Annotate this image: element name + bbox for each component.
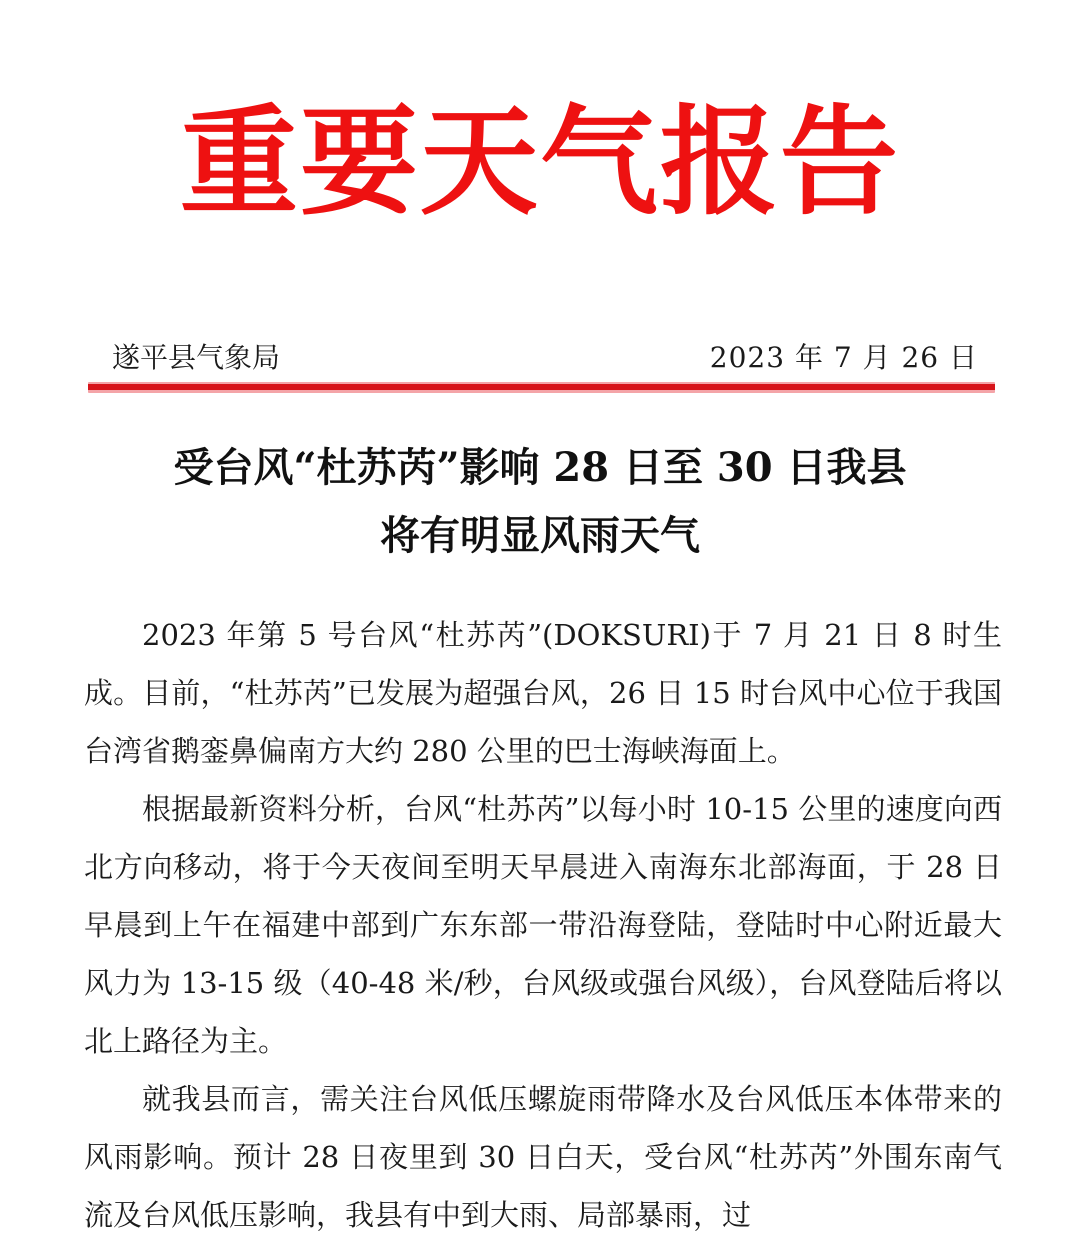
report-body xyxy=(84,606,1002,1244)
headline-line-1: 受台风“杜苏芮”影响 28 日至 30 日我县 xyxy=(173,444,907,491)
paragraph-local-impact: 就我县而言，需关注台风低压螺旋雨带降水及台风低压本体带来的风雨影响。预计 28 日夜里到 30 日白天，受台风“杜苏芮”外围东南气流及台风低压影响，我县有中到大雨、局部暴雨，过 xyxy=(84,1082,1002,1232)
issuer-date-row xyxy=(112,336,978,376)
issuer-name: 遂平县气象局 xyxy=(112,341,281,374)
paragraph-typhoon-formation: 2023 年第 5 号台风“杜苏芮”(DOKSURI)于 7 月 21 日 8 时生成。目前，“杜苏芮”已发展为超强台风，26 日 15 时台风中心位于我国台湾省鹅銮鼻偏南方大约 280 公里的巴士海峡海面上。 xyxy=(84,618,1002,768)
issue-date: 2023 年 7 月 26 日 xyxy=(709,341,978,374)
red-divider-rule xyxy=(88,382,995,393)
report-headline xyxy=(0,434,1080,570)
paragraph-forecast-track: 根据最新资料分析，台风“杜苏芮”以每小时 10-15 公里的速度向西北方向移动，将于今天夜间至明天早晨进入南海东北部海面，于 28 日早晨到上午在福建中部到广东东部一带沿海登陆，登陆时中心附近最大风力为 13-15 级（40-48 米/秒，台风级或强台风级），台风登陆后将以北上路径为主。 xyxy=(84,792,1002,1058)
headline-line-2: 将有明显风雨天气 xyxy=(380,512,700,559)
masthead-title: 重要天气报告 xyxy=(179,92,900,231)
